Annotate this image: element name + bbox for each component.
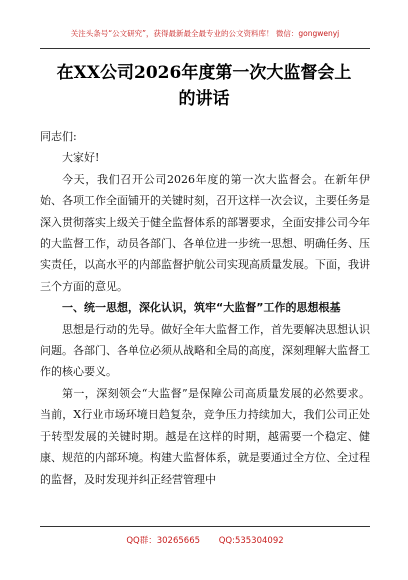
section-point-first: 第一，深刻领会“大监督”是保障公司高质量发展的必然要求。当前，X行业市场环境日趋复杂，竞争压力持续加大，我们公司正处于转型发展的关键时期。越是在这样的时期，越需要一个稳定、健康、规范的内部环境。构建大监督体系，就是要通过全方位、全过程的监督，及时发现并纠正经营管理中 xyxy=(40,386,370,486)
footer-contact xyxy=(40,534,370,546)
greeting: 大家好! xyxy=(62,151,100,165)
qq-number: QQ:535304092 xyxy=(218,536,284,546)
section-paragraph: 思想是行动的先导。做好全年大监督工作，首先要解决思想认识问题。各部门、各单位必须从战略和全局的高度，深刻理解大监督工作的核心要义。 xyxy=(40,322,370,379)
section-heading: 一、统一思想，深化认识，筑牢“大监督”工作的思想根基 xyxy=(62,301,341,315)
header-divider xyxy=(40,48,370,49)
qq-group: QQ群：30265665 xyxy=(126,536,201,546)
document-title: 在XX公司2026年度第一次大监督会上的讲话 xyxy=(56,63,352,109)
salutation: 同志们: xyxy=(40,130,77,143)
intro-paragraph: 今天，我们召开公司2026年度的第一次大监督会。在新年伊始、各项工作全面铺开的关键时刻，召开这样一次会议，主要任务是深入贯彻落实上级关于健全监督体系的部署要求，全面安排公司今年的大监督工作，动员各部门、各单位进一步统一思想、明确任务、压实责任，以高水平的内部监督护航公司实现高质量发展。下面，我讲三个方面的意见。 xyxy=(40,172,370,293)
header-notice: 关注头条号“公文研究”，获得最新最全最专业的公文资料库！ 微信：gongwenyj xyxy=(70,29,340,38)
document-body xyxy=(40,126,370,490)
footer-divider xyxy=(40,526,370,527)
